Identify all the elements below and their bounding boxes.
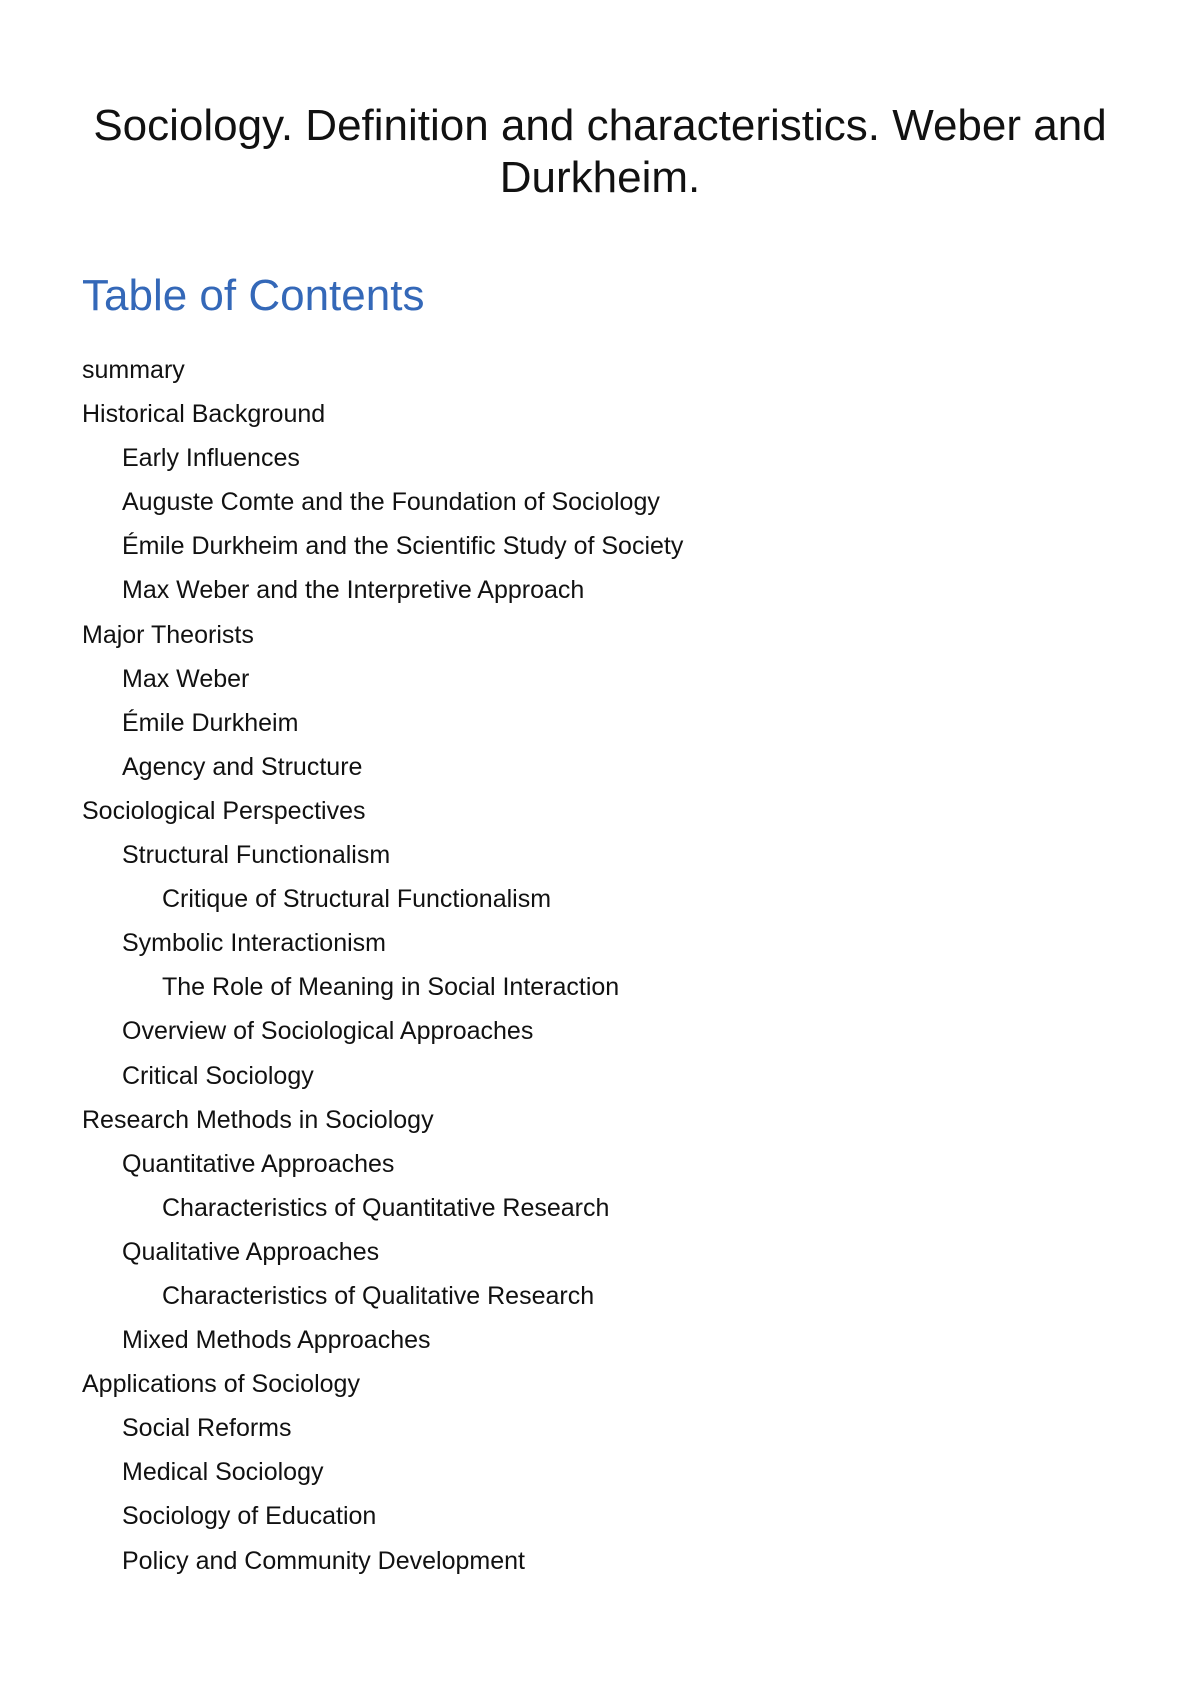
toc-item[interactable]: Critique of Structural Functionalism — [162, 885, 552, 914]
toc-item[interactable]: Major Theorists — [82, 620, 254, 649]
document-title: Sociology. Definition and characteristics. Weber and Durkheim. — [93, 101, 1107, 202]
toc-item[interactable]: The Role of Meaning in Social Interaction — [162, 973, 620, 1002]
toc-item[interactable]: Critical Sociology — [122, 1061, 314, 1090]
toc-heading: Table of Contents — [82, 271, 425, 320]
toc-item[interactable]: Overview of Sociological Approaches — [122, 1017, 534, 1046]
toc-item[interactable]: Sociological Perspectives — [82, 796, 366, 825]
toc-item[interactable]: Early Influences — [122, 444, 300, 473]
toc-item[interactable]: Auguste Comte and the Foundation of Sociology — [122, 488, 660, 517]
toc-item[interactable]: Research Methods in Sociology — [82, 1105, 434, 1134]
toc-item[interactable]: Structural Functionalism — [122, 841, 391, 870]
toc-item[interactable]: Characteristics of Quantitative Research — [162, 1193, 610, 1222]
toc-item[interactable]: Applications of Sociology — [82, 1370, 360, 1399]
toc-item[interactable]: Policy and Community Development — [122, 1546, 525, 1575]
toc-item[interactable]: Émile Durkheim and the Scientific Study of Society — [122, 532, 684, 561]
toc-item[interactable]: Qualitative Approaches — [122, 1237, 380, 1266]
toc-item[interactable]: Symbolic Interactionism — [122, 929, 386, 958]
toc-item[interactable]: Medical Sociology — [122, 1458, 324, 1487]
toc-item[interactable]: Quantitative Approaches — [122, 1149, 395, 1178]
toc-item[interactable]: Historical Background — [82, 400, 326, 429]
toc-item[interactable]: Sociology of Education — [122, 1502, 377, 1531]
toc-item[interactable]: Mixed Methods Approaches — [122, 1326, 431, 1355]
table-of-contents — [82, 348, 1132, 1583]
toc-item[interactable]: Émile Durkheim — [122, 708, 299, 737]
toc-item[interactable]: Max Weber — [122, 664, 250, 693]
toc-item[interactable]: Max Weber and the Interpretive Approach — [122, 576, 585, 605]
toc-item[interactable]: summary — [82, 356, 185, 384]
toc-item[interactable]: Characteristics of Qualitative Research — [162, 1281, 595, 1310]
toc-item[interactable]: Social Reforms — [122, 1414, 292, 1443]
toc-item[interactable]: Agency and Structure — [122, 752, 363, 781]
